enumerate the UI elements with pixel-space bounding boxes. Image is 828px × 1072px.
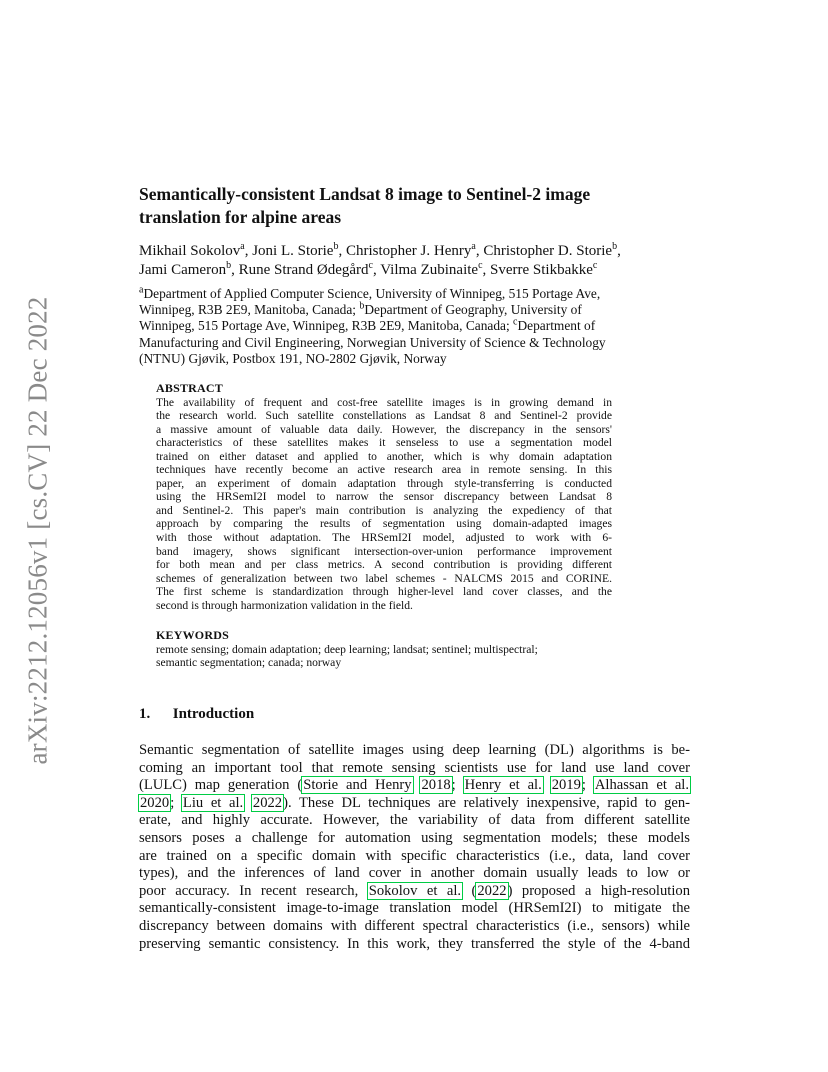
paragraph-line: [139, 883, 690, 901]
paragraph-text: (LULC) map generation (: [139, 777, 303, 794]
citation-link[interactable]: Henry et al.: [464, 777, 542, 794]
keywords-line: semantic segmentation; canada; norway: [156, 656, 342, 670]
affiliation-text: Department of: [517, 318, 596, 334]
paragraph-text: sensors poses a challenge for automation using segmentation models; these models: [139, 829, 690, 846]
author-name: Joni L. Storie: [252, 243, 334, 259]
author-separator: ,: [338, 243, 346, 259]
affiliation-marker: c: [513, 316, 518, 328]
paragraph-line: [139, 848, 690, 866]
paragraph-text: (: [462, 882, 477, 899]
paragraph-text: semantically-consistent image-to-image translation model (HRSemI2I) to mitigate the: [139, 900, 690, 917]
author-separator: ,: [373, 262, 381, 278]
abstract-line: band imagery, shows significant intersection-over-union performance improvement: [156, 544, 612, 558]
author-list: [139, 242, 699, 280]
citation-link[interactable]: 2022: [252, 794, 283, 811]
paragraph-line: [139, 795, 690, 813]
paragraph-line: [139, 865, 690, 883]
paragraph-line: [139, 918, 690, 936]
abstract-line: schemes of generalization between two label schemes - NALCMS 2015 and CORINE.: [156, 571, 612, 585]
author-name: Christopher D. Storie: [483, 243, 613, 259]
author-separator: ,: [482, 262, 491, 278]
abstract-line: techniques have recently become an active research area in remote sensing. In this: [156, 463, 612, 477]
affiliation-marker: c: [478, 260, 483, 271]
paragraph-line: [139, 936, 690, 954]
abstract-text: [156, 396, 612, 613]
paragraph-text: ;: [581, 777, 594, 794]
title-line: Semantically-consistent Landsat 8 image to Sentinel-2 image: [139, 184, 591, 204]
abstract-block: [156, 382, 612, 612]
abstract-line: for both mean and per class metrics. A second contribution is providing different: [156, 558, 612, 572]
author-separator: ,: [244, 243, 253, 259]
author-name: Christopher J. Henry: [345, 243, 472, 259]
arxiv-id-text: arXiv:2212.12056v1 [cs.CV] 22 Dec 2022: [22, 295, 53, 765]
paragraph-text: preserving semantic consistency. In this work, they transferred the style of the 4-band: [139, 935, 690, 952]
affiliation-marker: c: [592, 260, 598, 271]
abstract-line: the research world. Such satellite constellations as Landsat 8 and Sentinel-2 provide: [156, 409, 612, 423]
affiliation-marker: a: [139, 284, 144, 296]
abstract-line: The first scheme is standardization through higher-level land cover classes, and the: [156, 585, 612, 599]
keywords-heading: KEYWORDS: [156, 628, 229, 642]
arxiv-identifier-stamp: [18, 280, 58, 780]
abstract-line: The availability of frequent and cost-free satellite images is in growing demand in: [156, 395, 612, 409]
author-name: Rune Strand Ødegård: [238, 262, 369, 278]
abstract-line: trained on either dataset and applied to another, which is why domain adaptation: [156, 449, 612, 463]
affiliation-line: [139, 302, 699, 318]
citation-link[interactable]: 2022: [477, 882, 507, 899]
abstract-line: paper, an experiment of domain adaptation through style-transferring is conducted: [156, 476, 612, 490]
abstract-line: and Sentinel-2. This paper's main contribution is analyzing the expediency of that: [156, 503, 612, 517]
paper-title: [139, 183, 699, 229]
author-line: [139, 242, 699, 261]
citation-link[interactable]: Liu et al.: [182, 794, 244, 811]
paragraph-text: ) proposed a high-resolution: [507, 882, 690, 899]
author-name: Vilma Zubinaite: [380, 262, 479, 278]
abstract-line: second is through harmonization validation in the field.: [156, 598, 413, 612]
keywords-line: remote sensing; domain adaptation; deep learning; landsat; sentinel; multispectral;: [156, 642, 538, 656]
title-line: translation for alpine areas: [139, 207, 342, 227]
section-heading-introduction: [139, 706, 254, 723]
paragraph-text: discrepancy between domains with different spectral characteristics (i.e., sensors) while: [139, 917, 690, 934]
abstract-line: using the HRSemI2I model to narrow the sensor discrepancy between Landsat 8: [156, 490, 612, 504]
paragraph-line: [139, 760, 690, 778]
section-title: Introduction: [172, 706, 255, 722]
section-number: 1.: [139, 706, 151, 722]
citation-link[interactable]: 2018: [421, 777, 451, 794]
paragraph-text: ;: [451, 777, 464, 794]
affiliation-marker: b: [359, 300, 365, 312]
paragraph-line: [139, 777, 690, 795]
paragraph-text: poor accuracy. In recent research,: [139, 882, 368, 899]
affiliation-text: Manufacturing and Civil Engineering, Norwegian University of Science & Technology: [139, 334, 606, 350]
paragraph-text: [543, 777, 551, 793]
paragraph-text: erate, and highly accurate. However, the variability of data from different satellite: [139, 812, 690, 829]
paragraph-line: [139, 900, 690, 918]
affiliation-line: [139, 335, 699, 351]
affiliation-marker: a: [240, 241, 245, 252]
affiliation-text: Department of Geography, University of: [364, 302, 582, 318]
abstract-heading: ABSTRACT: [156, 381, 223, 395]
author-name: Sverre Stikbakke: [490, 262, 593, 278]
paragraph-text: are trained on a specific domain with specific characteristics (i.e., data, land cover: [139, 847, 690, 864]
abstract-line: with those without adaptation. The HRSemI2I model, adjusted to work with 6-: [156, 531, 612, 545]
paragraph-line: [139, 812, 690, 830]
affiliation-text: Winnipeg, R3B 2E9, Manitoba, Canada;: [139, 302, 360, 318]
affiliations: [139, 286, 699, 367]
affiliation-line: [139, 318, 699, 334]
affiliation-marker: b: [612, 241, 618, 252]
author-separator: ,: [231, 262, 239, 278]
author-separator: ,: [475, 243, 484, 259]
citation-link[interactable]: Storie and Henry: [303, 777, 412, 794]
author-separator: ,: [617, 243, 621, 259]
paragraph-text: coming an important tool that remote sensing scientists use for land use land cover: [139, 759, 690, 776]
citation-link[interactable]: Alhassan et al.: [594, 777, 689, 794]
citation-link[interactable]: Sokolov et al.: [368, 882, 462, 899]
keywords-text: [156, 643, 612, 670]
abstract-line: a massive amount of valuable data daily. However, the discrepancy in the sensors': [156, 422, 612, 436]
paragraph-line: [139, 742, 690, 760]
citation-link[interactable]: 2020: [140, 794, 170, 811]
introduction-text: [139, 742, 690, 953]
keywords-block: [156, 629, 612, 670]
affiliation-text: Department of Applied Computer Science, University of Winnipeg, 515 Portage Ave,: [143, 286, 601, 301]
affiliation-marker: b: [226, 260, 232, 271]
affiliation-marker: c: [368, 260, 373, 271]
author-line: [139, 261, 699, 280]
author-name: Jami Cameron: [139, 262, 227, 278]
author-name: Mikhail Sokolov: [139, 243, 241, 259]
paragraph-line: [139, 830, 690, 848]
affiliation-text: Winnipeg, 515 Portage Ave, Winnipeg, R3B 2E9, Manitoba, Canada;: [139, 318, 514, 334]
affiliation-line: [139, 286, 699, 302]
abstract-line: characteristics of these satellites makes it senseless to use a segmentation model: [156, 436, 612, 450]
affiliation-text: (NTNU) Gjøvik, Postbox 191, NO-2802 Gjøvik, Norway: [139, 350, 447, 366]
paragraph-text: [244, 795, 252, 811]
abstract-line: approach by comparing the results of segmentation using domain-adapted images: [156, 517, 612, 531]
paragraph-text: Semantic segmentation of satellite images using deep learning (DL) algorithms is be-: [139, 742, 690, 758]
affiliation-line: [139, 351, 699, 367]
citation-link[interactable]: 2019: [551, 777, 581, 794]
paragraph-text: ;: [170, 794, 182, 811]
affiliation-marker: b: [333, 241, 339, 252]
paragraph-text: types), and the inferences of land cover in another domain usually leads to low or: [139, 865, 690, 882]
affiliation-marker: a: [471, 241, 476, 252]
paragraph-text: ). These DL techniques are relatively inexpensive, rapid to gen-: [283, 794, 690, 811]
